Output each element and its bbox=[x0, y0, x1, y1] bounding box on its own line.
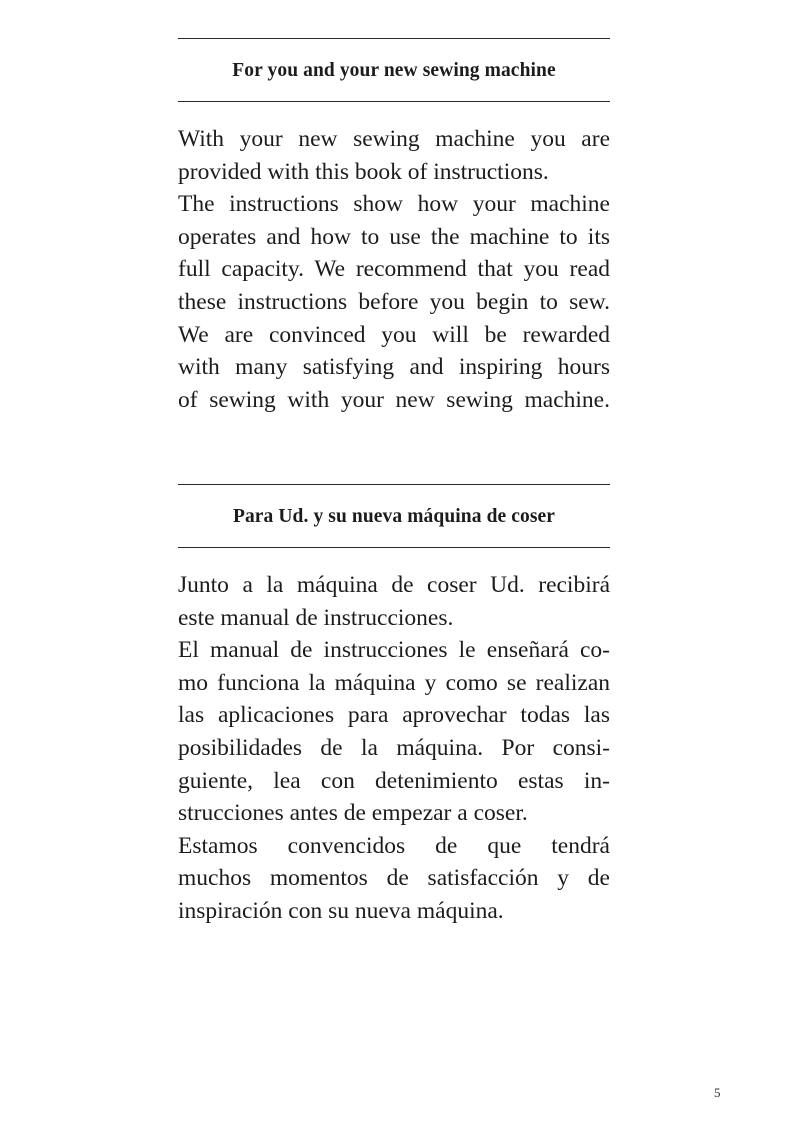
body-line: The instructions show how your machine bbox=[178, 191, 610, 218]
body-line: mo funciona la máquina y como se realizan bbox=[178, 669, 610, 696]
body-line: guiente, lea con detenimiento estas in- bbox=[178, 767, 610, 794]
body-line: With your new sewing machine you are bbox=[178, 126, 610, 152]
body-line: las aplicaciones para aprovechar todas las bbox=[178, 702, 610, 729]
page-number: 5 bbox=[714, 1085, 721, 1100]
section-heading: Para Ud. y su nueva máquina de coser bbox=[232, 506, 556, 527]
bottom-rule bbox=[178, 101, 610, 102]
body-line: Estamos convencidos de que tendrá bbox=[178, 832, 610, 859]
section-body bbox=[178, 123, 610, 416]
spanish-section bbox=[178, 484, 610, 928]
top-rule bbox=[178, 38, 610, 39]
bottom-rule bbox=[178, 547, 610, 548]
body-line: strucciones antes de empezar a coser. bbox=[178, 800, 528, 827]
english-section bbox=[178, 38, 610, 416]
body-line: posibilidades de la máquina. Por consi- bbox=[178, 734, 610, 761]
body-line: with many satisfying and inspiring hours bbox=[178, 354, 610, 381]
body-line: We are convinced you will be rewarded bbox=[178, 321, 610, 348]
body-line: operates and how to use the machine to its bbox=[178, 223, 610, 250]
body-line: Junto a la máquina de coser Ud. recibirá bbox=[178, 572, 610, 598]
body-line: of sewing with your new sewing machine. bbox=[178, 386, 610, 413]
body-line: muchos momentos de satisfacción y de bbox=[178, 865, 610, 892]
section-heading: For you and your new sewing machine bbox=[232, 60, 556, 81]
body-line: este manual de instrucciones. bbox=[178, 604, 454, 631]
body-line: El manual de instrucciones le enseñará co- bbox=[178, 637, 610, 664]
body-line: inspiración con su nueva máquina. bbox=[178, 897, 504, 924]
section-body bbox=[178, 569, 610, 928]
top-rule bbox=[178, 484, 610, 485]
body-line: these instructions before you begin to sew. bbox=[178, 288, 610, 315]
body-line: full capacity. We recommend that you read bbox=[178, 256, 610, 283]
body-line: provided with this book of instructions. bbox=[178, 158, 549, 185]
